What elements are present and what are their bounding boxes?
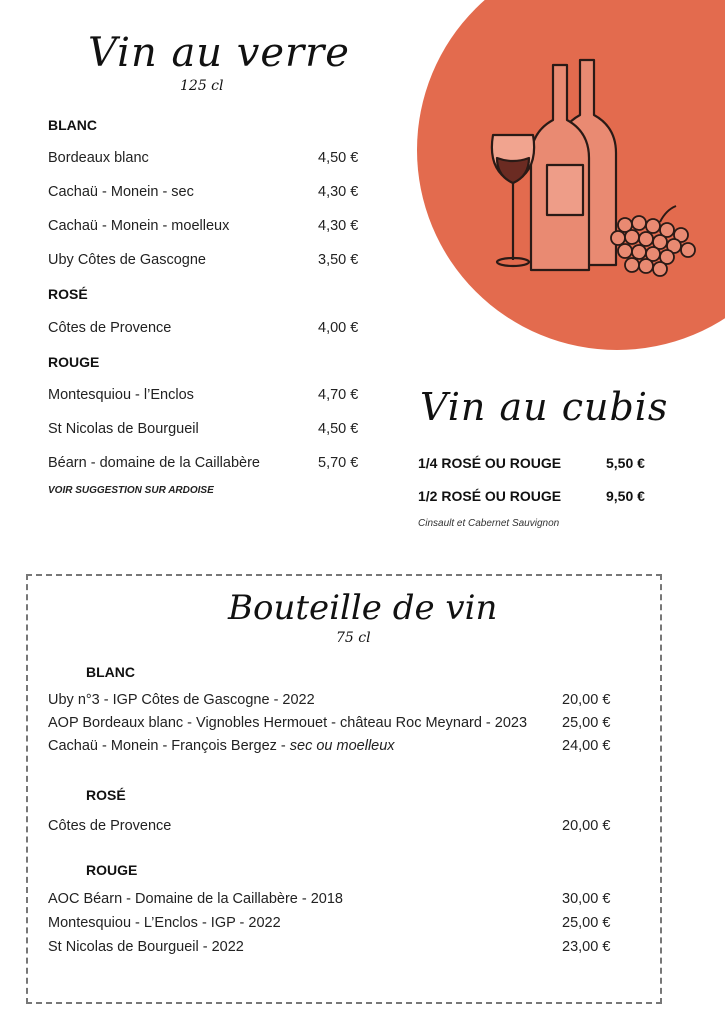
bouteille-rose-heading: ROSÉ	[86, 787, 126, 803]
wine-bottles-glass-grapes-icon	[475, 40, 715, 280]
bouteille-rose-item-price: 20,00 €	[562, 818, 611, 834]
cubis-title: Vin au cubis	[420, 385, 669, 429]
verre-rouge-item-name: Béarn - domaine de la Caillabère	[48, 455, 260, 471]
verre-subtitle: 125 cl	[180, 78, 224, 94]
verre-blanc-item-price: 3,50 €	[318, 252, 359, 268]
bouteille-blanc-item-name-main: Cachaü - Monein - François Bergez -	[48, 738, 290, 754]
bouteille-blanc-item-style: sec ou moelleux	[289, 738, 395, 754]
bouteille-blanc-item-price: 25,00 €	[562, 715, 611, 731]
cubis-note: Cinsault et Cabernet Sauvignon	[418, 518, 560, 529]
cubis-item-name: 1/4 ROSÉ OU ROUGE	[418, 455, 562, 471]
bouteille-title: Bouteille de vin	[228, 588, 498, 628]
bouteille-subtitle: 75 cl	[336, 630, 371, 646]
verre-blanc-item-name: Cachaü - Monein - sec	[48, 184, 194, 200]
verre-blanc-item-price: 4,30 €	[318, 218, 359, 234]
verre-rouge-item-price: 5,70 €	[318, 455, 359, 471]
bouteille-rouge-item-name: Montesquiou - L’Enclos - IGP - 2022	[48, 915, 281, 931]
bouteille-rouge-item-price: 23,00 €	[562, 939, 611, 955]
verre-rouge-heading: ROUGE	[48, 354, 100, 370]
verre-blanc-item-price: 4,30 €	[318, 184, 359, 200]
verre-blanc-item-name: Bordeaux blanc	[48, 150, 149, 166]
verre-rouge-item-name: Montesquiou - l’Enclos	[48, 387, 194, 403]
bouteille-rouge-item-price: 30,00 €	[562, 891, 611, 907]
verre-note: VOIR SUGGESTION SUR ARDOISE	[48, 485, 214, 496]
verre-blanc-item-name: Uby Côtes de Gascogne	[48, 252, 206, 268]
bouteille-rouge-heading: ROUGE	[86, 862, 138, 878]
cubis-item-price: 5,50 €	[606, 455, 645, 471]
cubis-item-price: 9,50 €	[606, 488, 645, 504]
verre-title: Vin au verre	[88, 30, 350, 76]
bouteille-blanc-item-name: AOP Bordeaux blanc - Vignobles Hermouet - château Roc Meynard - 2023	[48, 715, 528, 731]
bouteille-rouge-item-price: 25,00 €	[562, 915, 611, 931]
verre-rouge-item-price: 4,50 €	[318, 421, 359, 437]
bouteille-blanc-item-price: 24,00 €	[562, 738, 611, 754]
bouteille-rouge-item-name: St Nicolas de Bourgueil - 2022	[48, 939, 244, 955]
bouteille-rose-item-name: Côtes de Provence	[48, 818, 172, 834]
cubis-item-name: 1/2 ROSÉ OU ROUGE	[418, 488, 562, 504]
bouteille-blanc-item-name: Uby n°3 - IGP Côtes de Gascogne - 2022	[48, 692, 315, 708]
verre-rose-item-name: Côtes de Provence	[48, 320, 172, 336]
verre-blanc-item-price: 4,50 €	[318, 150, 359, 166]
bouteille-rouge-item-name: AOC Béarn - Domaine de la Caillabère - 2018	[48, 891, 343, 907]
bouteille-blanc-heading: BLANC	[86, 664, 135, 680]
verre-rouge-item-name: St Nicolas de Bourgueil	[48, 421, 199, 437]
bouteille-blanc-item-name	[48, 738, 395, 754]
verre-blanc-item-name: Cachaü - Monein - moelleux	[48, 218, 230, 234]
verre-blanc-heading: BLANC	[48, 117, 97, 133]
verre-rouge-item-price: 4,70 €	[318, 387, 359, 403]
verre-rose-heading: ROSÉ	[48, 286, 88, 302]
verre-rose-item-price: 4,00 €	[318, 320, 359, 336]
bouteille-blanc-item-price: 20,00 €	[562, 692, 611, 708]
